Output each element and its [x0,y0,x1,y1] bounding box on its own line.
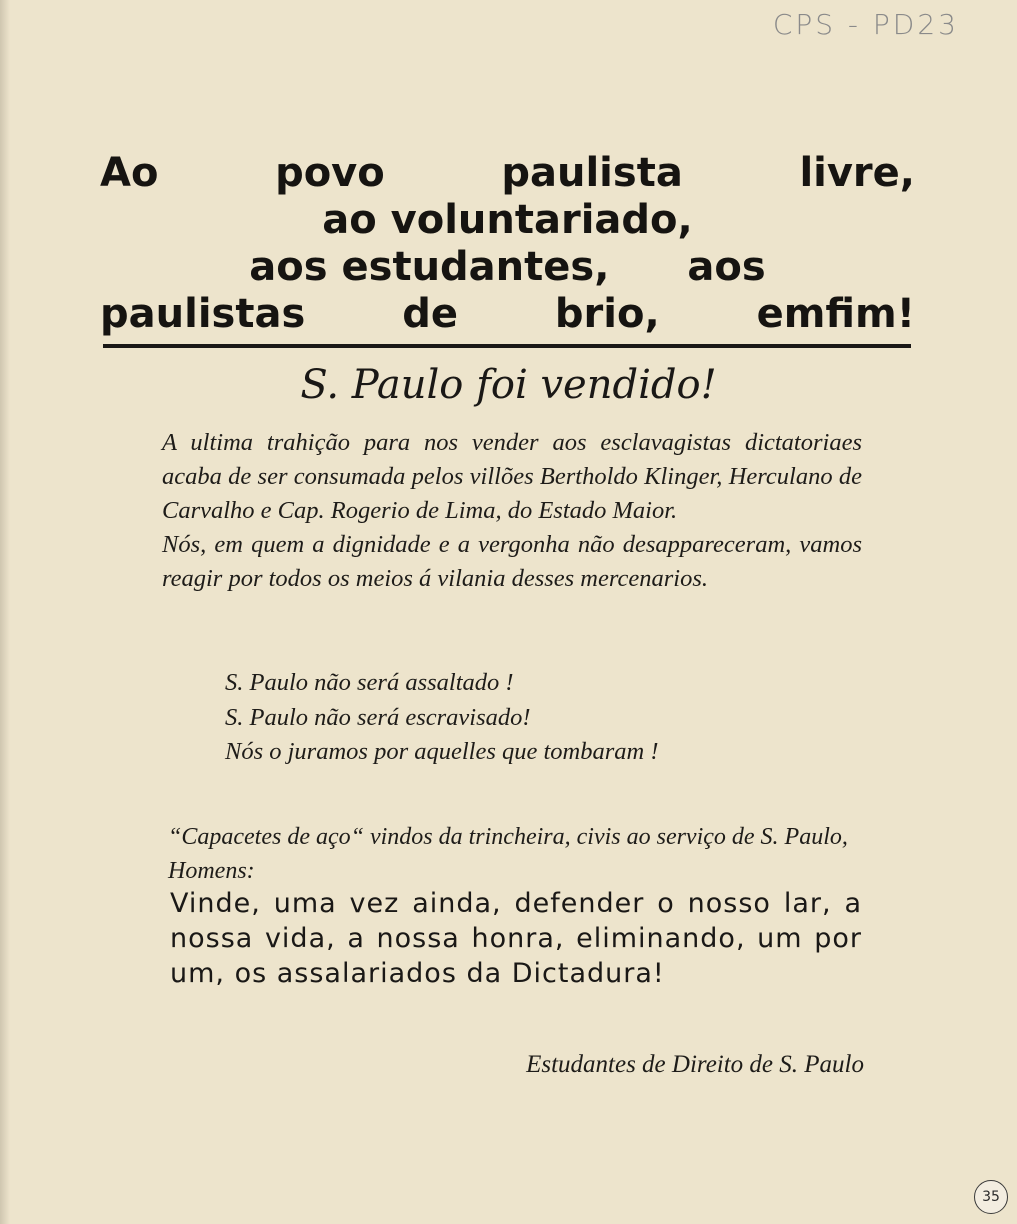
page-edge-shadow [0,0,10,1224]
headline-line-3 [100,244,915,291]
headline-line-4 [100,291,915,338]
headline-line-2 [100,197,915,244]
headline-phrase: aos estudantes, [249,244,610,290]
headline-word: paulista [501,150,683,196]
headline-line-1 [100,150,915,197]
headline-word: brio, [554,291,660,337]
paragraph-1: A ultima trahição para nos vender aos esclavagistas dictatoriaes acaba de ser consumada pelos villões Bertholdo Klinger, Herculano de Carvalho e Cap. Rogerio de Lima, do Estado Maior. [162,429,862,524]
appeal-text: Vinde, uma vez ainda, defender o nosso lar, a nossa vida, a nossa honra, eliminando, um por um, os assalariados da Dictadura! [170,888,862,989]
vow-line: S. Paulo não será escravisado! [225,703,531,731]
headline [100,150,915,338]
headline-word: livre, [799,150,915,196]
headline-word: paulistas [100,291,306,337]
paragraph-2: Nós, em quem a dignidade e a vergonha não desappareceram, vamos reagir por todos os meios á vilania desses mercenarios. [162,531,862,592]
headline-word: Ao [100,150,159,196]
body-text [162,426,862,596]
headline-word: povo [275,150,385,196]
archive-code: CPS - PD23 [772,8,959,41]
headline-word: aos [687,244,766,290]
vow-line: Nós o juramos por aquelles que tombaram ! [225,738,659,765]
appeal-intro: “Capacetes de aço“ vindos da trincheira, civis ao serviço de S. Paulo, Homens: [168,824,848,884]
divider-rule [103,344,911,348]
vows [225,666,659,770]
page-number-badge: 35 [974,1180,1008,1214]
headline-phrase: ao voluntariado, [322,197,693,243]
subtitle: S. Paulo foi vendido! [300,362,717,408]
vow-line: S. Paulo não será assaltado ! [225,669,514,696]
headline-word: emfim! [756,291,915,337]
headline-word: de [402,291,458,337]
signature: Estudantes de Direito de S. Paulo [526,1051,864,1078]
